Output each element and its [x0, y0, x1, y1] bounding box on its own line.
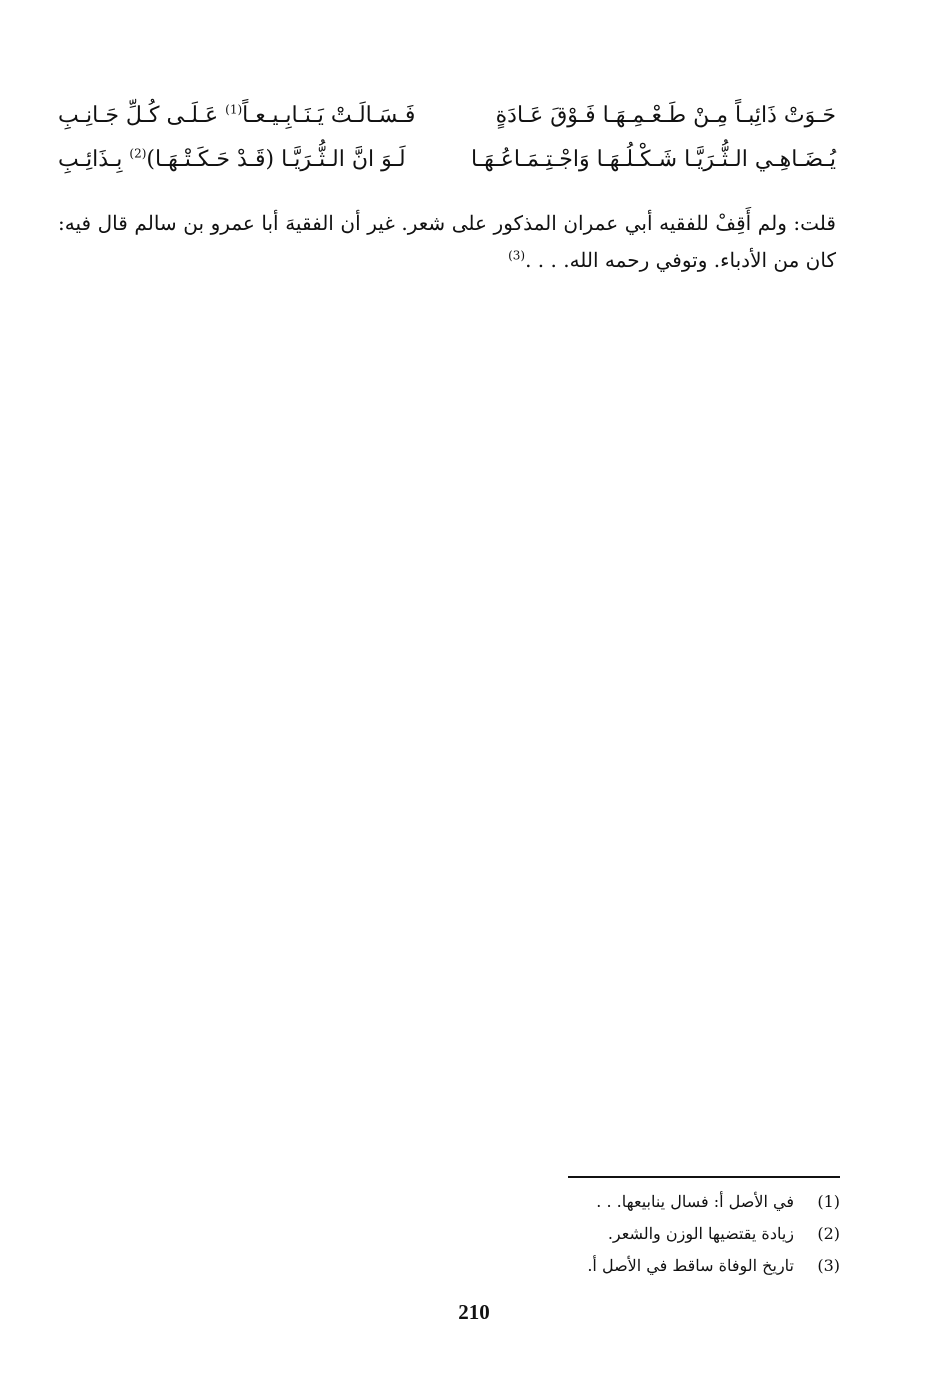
verse-second-hemistich-text: فَـسَـالَـتْ يَـنَـابِـيـعـاً — [242, 103, 416, 128]
footnote-item — [420, 1250, 840, 1282]
footnote-number: (1) — [817, 1192, 840, 1211]
footnote-number: (3) — [817, 1256, 840, 1275]
verse-first-hemistich — [471, 140, 836, 180]
paragraph-main-text: قلت: ولم أَقِفْ للفقيه أبي عمران المذكور على شعر. غير أن الفقيهَ أبا عمرو بن سالم قال فيه: كان من الأدباء. وتوفي رحمه الله. . . . — [58, 211, 836, 272]
footnote-text: تاريخ الوفاة ساقط في الأصل أ. — [587, 1256, 794, 1275]
footnote-reference[interactable]: (3) — [508, 248, 526, 263]
verse-second-hemistich-text: لَـوَ انَّ الـثُّـرَيَّـا (قَـدْ حَـكَـتْـهَـا) — [146, 147, 406, 172]
footnote-separator — [568, 1176, 840, 1178]
verse-first-hemistich — [471, 96, 836, 136]
verse-first-hemistich-text: يُـضَـاهِـي الـثُّـرَيَّـا شَـكْـلُـهَـا وَاجْـتِـمَـاعُـهَـا — [471, 147, 836, 172]
poem-verse — [58, 96, 836, 136]
page-number: 210 — [458, 1300, 490, 1324]
footnote-reference[interactable]: (2) — [129, 146, 147, 161]
footnote-item — [420, 1218, 840, 1250]
footnote-text: زيادة يقتضيها الوزن والشعر. — [607, 1224, 794, 1243]
verse-second-hemistich — [58, 140, 423, 180]
body-paragraph — [58, 205, 836, 279]
verse-second-hemistich-text: بِـذَائِـبِ — [58, 147, 130, 172]
footnote-reference[interactable]: (1) — [225, 102, 243, 117]
paragraph-text — [58, 205, 836, 279]
footnote-item — [420, 1186, 840, 1218]
footnote-text: في الأصل أ: فسال ينابيعها. . . — [596, 1192, 794, 1211]
verse-second-hemistich-text: عَـلَـى كُـلِّ جَـانِـبِ — [58, 103, 226, 128]
verse-first-hemistich-text: حَـوَتْ ذَائِبـاً مِـنْ طَـعْـمِـهَـا فَـوْقَ عَـادَةٍ — [495, 103, 836, 128]
poem-verse — [58, 140, 836, 180]
verse-second-hemistich — [58, 96, 423, 136]
footnotes-section — [420, 1186, 840, 1282]
footnote-number: (2) — [817, 1224, 840, 1243]
